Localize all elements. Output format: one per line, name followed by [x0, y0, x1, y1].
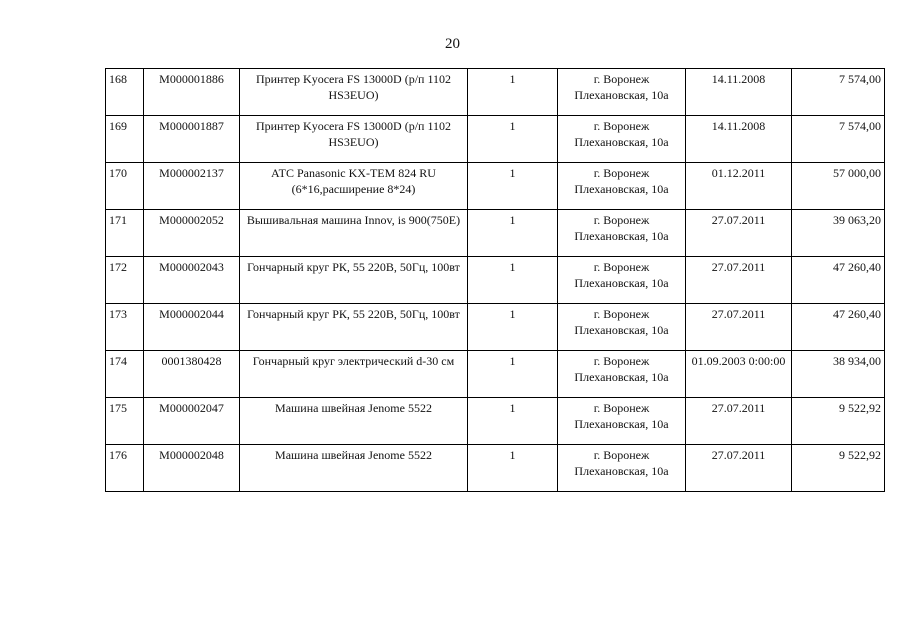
row-number-text: 176	[109, 448, 127, 462]
cost-cell	[792, 304, 885, 351]
date-text: 27.07.2011	[711, 307, 766, 321]
date-text: 01.12.2011	[711, 166, 766, 180]
item-name-text: Принтер Kyocera FS 13000D (p/п 1102 HS3EUO)	[255, 72, 452, 102]
location-text: Плехановская, 10а	[574, 229, 669, 243]
quantity-cell	[468, 116, 558, 163]
inventory-code-cell	[144, 351, 240, 398]
location-text: г. Воронеж	[593, 307, 650, 321]
location-text: Плехановская, 10а	[574, 464, 669, 478]
cost-cell	[792, 69, 885, 116]
date-text: 27.07.2011	[711, 401, 766, 415]
quantity-cell	[468, 69, 558, 116]
row-number-cell	[106, 210, 144, 257]
inventory-code-text: М000002044	[159, 307, 224, 321]
item-name-cell	[240, 163, 468, 210]
item-name-cell	[240, 69, 468, 116]
location-text: г. Воронеж	[593, 448, 650, 462]
quantity-text: 1	[509, 354, 516, 368]
table-row	[106, 351, 885, 398]
cost-text: 57 000,00	[833, 166, 881, 180]
row-number-cell	[106, 445, 144, 492]
inventory-code-cell	[144, 398, 240, 445]
inventory-code-text: М000002137	[159, 166, 224, 180]
item-name-cell	[240, 257, 468, 304]
location-text: Плехановская, 10а	[574, 88, 669, 102]
item-name-text: Гончарный круг РК, 55 220В, 50Гц, 100вт	[247, 260, 460, 274]
quantity-text: 1	[509, 119, 516, 133]
row-number-cell	[106, 304, 144, 351]
location-cell	[558, 304, 686, 351]
cost-cell	[792, 351, 885, 398]
date-text: 27.07.2011	[711, 260, 766, 274]
row-number-text: 172	[109, 260, 127, 274]
quantity-cell	[468, 351, 558, 398]
inventory-code-text: М000002048	[159, 448, 224, 462]
row-number-text: 174	[109, 354, 127, 368]
quantity-text: 1	[509, 448, 516, 462]
date-text: 14.11.2008	[711, 119, 766, 133]
quantity-cell	[468, 398, 558, 445]
item-name-text: Машина швейная Jenome 5522	[275, 401, 432, 415]
cost-text: 47 260,40	[833, 307, 881, 321]
cost-cell	[792, 445, 885, 492]
cost-text: 38 934,00	[833, 354, 881, 368]
row-number-cell	[106, 163, 144, 210]
cost-text: 7 574,00	[839, 119, 881, 133]
quantity-text: 1	[509, 307, 516, 321]
date-cell	[686, 116, 792, 163]
location-text: г. Воронеж	[593, 166, 650, 180]
inventory-code-text: М000001887	[159, 119, 224, 133]
row-number-cell	[106, 69, 144, 116]
inventory-code-text: М000002043	[159, 260, 224, 274]
cost-cell	[792, 398, 885, 445]
item-name-cell	[240, 116, 468, 163]
cost-text: 9 522,92	[839, 401, 881, 415]
location-text: г. Воронеж	[593, 119, 650, 133]
location-text: г. Воронеж	[593, 354, 650, 368]
cost-cell	[792, 116, 885, 163]
quantity-cell	[468, 163, 558, 210]
cost-text: 47 260,40	[833, 260, 881, 274]
cost-text: 9 522,92	[839, 448, 881, 462]
item-name-text: Гончарный круг электрический d-30 см	[252, 354, 455, 368]
inventory-code-cell	[144, 116, 240, 163]
item-name-cell	[240, 210, 468, 257]
item-name-text: Принтер Kyocera FS 13000D (p/п 1102 HS3EUO)	[255, 119, 452, 149]
table-row	[106, 116, 885, 163]
location-text: Плехановская, 10а	[574, 417, 669, 431]
page-number: 20	[445, 36, 460, 52]
table-row	[106, 257, 885, 304]
inventory-code-text: М000002052	[159, 213, 224, 227]
item-name-cell	[240, 351, 468, 398]
date-cell	[686, 351, 792, 398]
quantity-text: 1	[509, 260, 516, 274]
date-text: 01.09.2003 0:00:00	[691, 354, 786, 368]
location-text: Плехановская, 10а	[574, 276, 669, 290]
cost-cell	[792, 257, 885, 304]
quantity-text: 1	[509, 401, 516, 415]
location-text: Плехановская, 10а	[574, 370, 669, 384]
row-number-text: 169	[109, 119, 127, 133]
item-name-cell	[240, 398, 468, 445]
date-cell	[686, 445, 792, 492]
inventory-code-cell	[144, 304, 240, 351]
row-number-text: 170	[109, 166, 127, 180]
row-number-cell	[106, 257, 144, 304]
quantity-cell	[468, 210, 558, 257]
row-number-text: 173	[109, 307, 127, 321]
inventory-code-cell	[144, 210, 240, 257]
date-cell	[686, 257, 792, 304]
table-row	[106, 304, 885, 351]
quantity-cell	[468, 257, 558, 304]
date-cell	[686, 210, 792, 257]
table-row	[106, 69, 885, 116]
quantity-text: 1	[509, 166, 516, 180]
item-name-text: Гончарный круг РК, 55 220В, 50Гц, 100вт	[247, 307, 460, 321]
date-text: 14.11.2008	[711, 72, 766, 86]
location-cell	[558, 210, 686, 257]
row-number-text: 171	[109, 213, 127, 227]
location-cell	[558, 351, 686, 398]
inventory-code-cell	[144, 257, 240, 304]
cost-text: 7 574,00	[839, 72, 881, 86]
quantity-cell	[468, 304, 558, 351]
location-cell	[558, 163, 686, 210]
inventory-code-cell	[144, 163, 240, 210]
location-text: г. Воронеж	[593, 72, 650, 86]
location-cell	[558, 69, 686, 116]
location-text: г. Воронеж	[593, 260, 650, 274]
quantity-cell	[468, 445, 558, 492]
item-name-cell	[240, 304, 468, 351]
table-row	[106, 445, 885, 492]
row-number-cell	[106, 351, 144, 398]
date-text: 27.07.2011	[711, 448, 766, 462]
table-row	[106, 210, 885, 257]
row-number-text: 168	[109, 72, 127, 86]
table-row	[106, 398, 885, 445]
location-cell	[558, 116, 686, 163]
item-name-text: Машина швейная Jenome 5522	[275, 448, 432, 462]
date-cell	[686, 398, 792, 445]
cost-text: 39 063,20	[833, 213, 881, 227]
date-text: 27.07.2011	[711, 213, 766, 227]
location-text: Плехановская, 10а	[574, 182, 669, 196]
location-cell	[558, 257, 686, 304]
item-name-text: АТС Panasonic KX-TEM 824 RU (6*16,расширение 8*24)	[271, 166, 436, 196]
item-name-text: Вышивальная машина Innov, is 900(750E)	[246, 213, 461, 227]
row-number-cell	[106, 116, 144, 163]
location-text: г. Воронеж	[593, 213, 650, 227]
date-cell	[686, 69, 792, 116]
cost-cell	[792, 163, 885, 210]
quantity-text: 1	[509, 72, 516, 86]
date-cell	[686, 163, 792, 210]
inventory-code-text: М000002047	[159, 401, 224, 415]
location-cell	[558, 445, 686, 492]
quantity-text: 1	[509, 213, 516, 227]
location-text: г. Воронеж	[593, 401, 650, 415]
inventory-table	[105, 68, 885, 492]
location-cell	[558, 398, 686, 445]
inventory-code-cell	[144, 69, 240, 116]
cost-cell	[792, 210, 885, 257]
item-name-cell	[240, 445, 468, 492]
inventory-code-text: 0001380428	[161, 354, 222, 368]
inventory-code-cell	[144, 445, 240, 492]
row-number-cell	[106, 398, 144, 445]
inventory-code-text: М000001886	[159, 72, 224, 86]
table-row	[106, 163, 885, 210]
date-cell	[686, 304, 792, 351]
row-number-text: 175	[109, 401, 127, 415]
location-text: Плехановская, 10а	[574, 135, 669, 149]
location-text: Плехановская, 10а	[574, 323, 669, 337]
